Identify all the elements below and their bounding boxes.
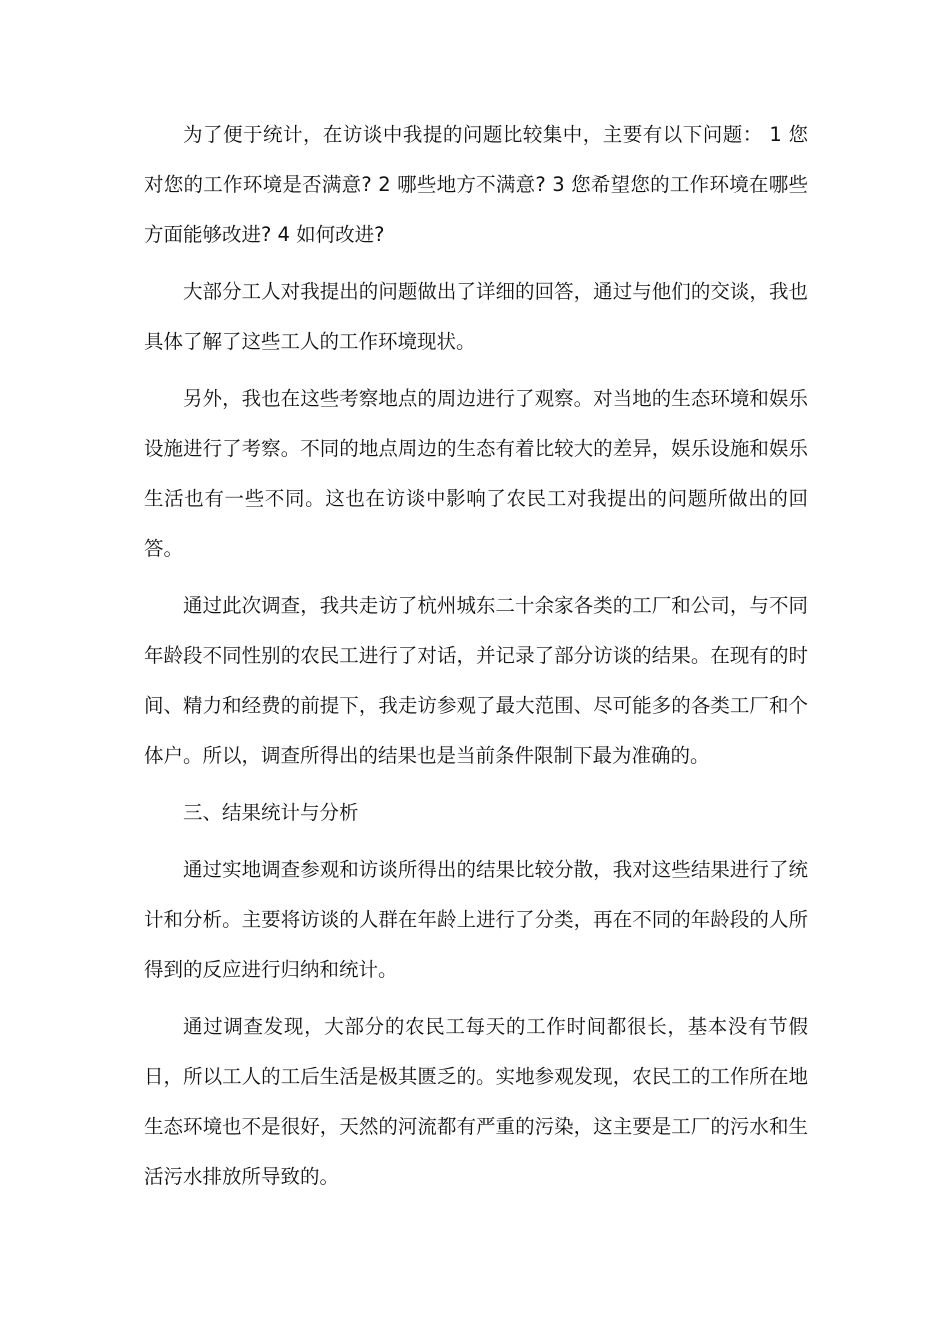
paragraph-survey-questions: 为了便于统计，在访谈中我提的问题比较集中，主要有以下问题： 1 您对您的工作环境是否满意? 2 哪些地方不满意? 3 您希望您的工作环境在哪些方面能够改进? 4 如何改进? [144, 123, 808, 246]
paragraph-survey-scope: 通过此次调查，我共走访了杭州城东二十余家各类的工厂和公司，与不同年龄段不同性别的农民工进行了对话，并记录了部分访谈的结果。在现有的时间、精力和经费的前提下，我走访参观了最大范围、尽可能多的各类工厂和个体户。所以，调查所得出的结果也是当前条件限制下最为准确的。 [144, 594, 808, 767]
paragraph-worker-responses: 大部分工人对我提出的问题做出了详细的回答，通过与他们的交谈，我也具体了解了这些工人的工作环境现状。 [144, 280, 808, 353]
paragraph-findings: 通过调查发现，大部分的农民工每天的工作时间都很长，基本没有节假日，所以工人的工后生活是极其匮乏的。实地参观发现，农民工的工作所在地生态环境也不是很好，天然的河流都有严重的污染，这主要是工厂的污水和生活污水排放所导致的。 [144, 1015, 808, 1188]
paragraph-statistics: 通过实地调查参观和访谈所得出的结果比较分散，我对这些结果进行了统计和分析。主要将访谈的人群在年龄上进行了分类，再在不同的年龄段的人所得到的反应进行归纳和统计。 [144, 858, 808, 981]
paragraph-observation: 另外，我也在这些考察地点的周边进行了观察。对当地的生态环境和娱乐设施进行了考察。不同的地点周边的生态有着比较大的差异，娱乐设施和娱乐生活也有一些不同。这也在访谈中影响了农民工对我提出的问题所做出的回答。 [144, 387, 808, 560]
document-body [144, 110, 808, 1209]
section-heading-results: 三、结果统计与分析 [183, 801, 359, 824]
